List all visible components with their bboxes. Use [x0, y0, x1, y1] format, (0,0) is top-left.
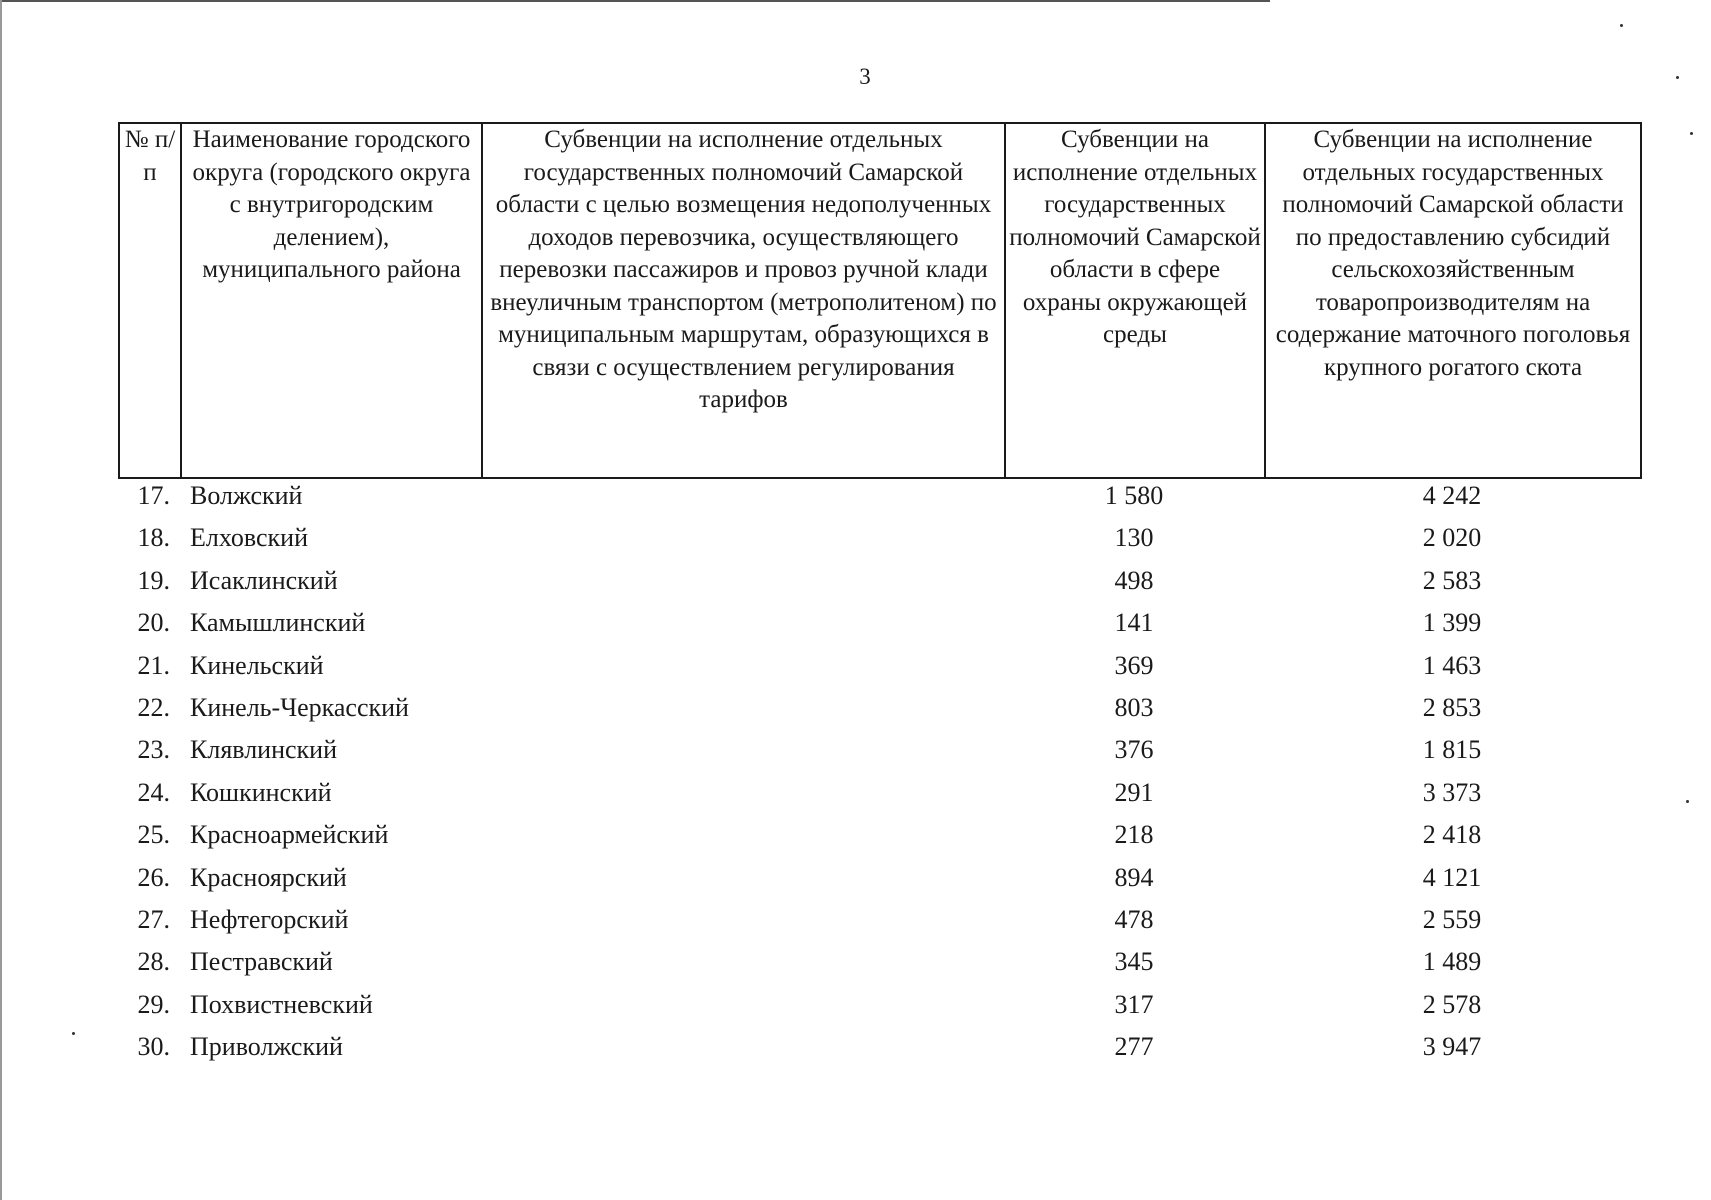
district-name: Елховский [190, 523, 308, 553]
agriculture-value: 3 373 [1422, 777, 1482, 807]
table-row [118, 945, 1640, 987]
agriculture-value: 4 242 [1422, 481, 1482, 510]
environment-value: 277 [1114, 1032, 1154, 1062]
agriculture-value: 2 559 [1422, 904, 1482, 934]
agriculture-value: 2 418 [1422, 820, 1482, 850]
district-name: Красноармейский [190, 820, 389, 850]
row-number: 22. [137, 692, 170, 722]
agriculture-value: 4 121 [1422, 862, 1482, 892]
district-name: Похвистневский [190, 989, 373, 1019]
header-environment-subvention: Субвенции на исполнение отдельных государственных полномочий Самарской области в сфере охраны окружающей среды [1005, 123, 1265, 478]
environment-value: 345 [1114, 947, 1154, 977]
page-number: 3 [859, 64, 871, 89]
table-body [118, 479, 1640, 1072]
agriculture-value: 1 815 [1422, 735, 1482, 765]
table-row [118, 521, 1640, 563]
row-number: 23. [137, 735, 170, 765]
agriculture-value: 2 578 [1422, 989, 1482, 1019]
district-name: Клявлинский [190, 735, 338, 765]
environment-value: 218 [1114, 820, 1154, 850]
scan-top-edge [0, 0, 1270, 2]
district-name: Приволжский [190, 1032, 343, 1062]
environment-value: 130 [1114, 523, 1154, 553]
table-row [118, 1030, 1640, 1072]
row-number: 26. [137, 862, 170, 892]
environment-value: 478 [1114, 904, 1154, 934]
district-name: Кинельский [190, 650, 324, 680]
table-row [118, 479, 1640, 521]
district-name: Красноярский [190, 862, 347, 892]
table-row [118, 776, 1640, 818]
header-transport-subvention: Субвенции на исполнение отдельных государственных полномочий Самарской области с целью возмещения недополученных доходов перевозчика, осуществляющего перевозки пассажиров и провоз ручной клади внеуличным транспортом (метрополитеном) по муниципальным маршрутам, образующихся в связи с осуществлением регулирования тарифов [482, 123, 1005, 478]
table-row [118, 903, 1640, 945]
table-row [118, 818, 1640, 860]
table-row [118, 691, 1640, 733]
table-row [118, 861, 1640, 903]
agriculture-value: 2 583 [1422, 565, 1482, 595]
row-number: 29. [137, 989, 170, 1019]
row-number: 25. [137, 820, 170, 850]
agriculture-value: 1 463 [1422, 650, 1482, 680]
environment-value: 498 [1114, 565, 1154, 595]
row-number: 27. [137, 904, 170, 934]
scan-left-edge [0, 0, 2, 1200]
scan-speck [1676, 76, 1679, 79]
scan-speck [72, 1032, 75, 1035]
district-name: Кинель-Черкасский [190, 692, 409, 722]
row-number: 19. [137, 565, 170, 595]
agriculture-value: 1 489 [1422, 947, 1482, 977]
agriculture-value: 1 399 [1422, 608, 1482, 638]
district-name: Пестравский [190, 947, 333, 977]
environment-value: 1 580 [1104, 481, 1164, 510]
agriculture-value: 3 947 [1422, 1032, 1482, 1062]
district-name: Волжский [190, 481, 303, 510]
header-agriculture-subvention: Субвенции на исполнение отдельных государственных полномочий Самарской области по предоставлению субсидий сельскохозяйственным товаропроизводителям на содержание маточного поголовья крупного рогатого скота [1265, 123, 1641, 478]
agriculture-value: 2 020 [1422, 523, 1482, 553]
district-name: Кошкинский [190, 777, 332, 807]
scan-speck [1690, 132, 1693, 135]
row-number: 30. [137, 1032, 170, 1062]
row-number: 18. [137, 523, 170, 553]
environment-value: 141 [1114, 608, 1154, 638]
scan-speck [1620, 24, 1623, 27]
district-name: Нефтегорский [190, 904, 349, 934]
district-name: Исаклинский [190, 565, 338, 595]
table-header [118, 122, 1642, 479]
header-num: № п/п [119, 123, 181, 478]
row-number: 17. [137, 481, 170, 510]
district-name: Камышлинский [190, 608, 366, 638]
row-number: 24. [137, 777, 170, 807]
environment-value: 894 [1114, 862, 1154, 892]
row-number: 20. [137, 608, 170, 638]
environment-value: 376 [1114, 735, 1154, 765]
row-number: 28. [137, 947, 170, 977]
header-name: Наименование городского округа (городского округа с внутригородским делением), муниципального района [181, 123, 482, 478]
environment-value: 317 [1114, 989, 1154, 1019]
environment-value: 291 [1114, 777, 1154, 807]
agriculture-value: 2 853 [1422, 692, 1482, 722]
environment-value: 369 [1114, 650, 1154, 680]
table-row [118, 733, 1640, 775]
row-number: 21. [137, 650, 170, 680]
table-row [118, 649, 1640, 691]
table-row [118, 564, 1640, 606]
table-row [118, 606, 1640, 648]
environment-value: 803 [1114, 692, 1154, 722]
table-row [118, 988, 1640, 1030]
scan-speck [1686, 800, 1689, 803]
